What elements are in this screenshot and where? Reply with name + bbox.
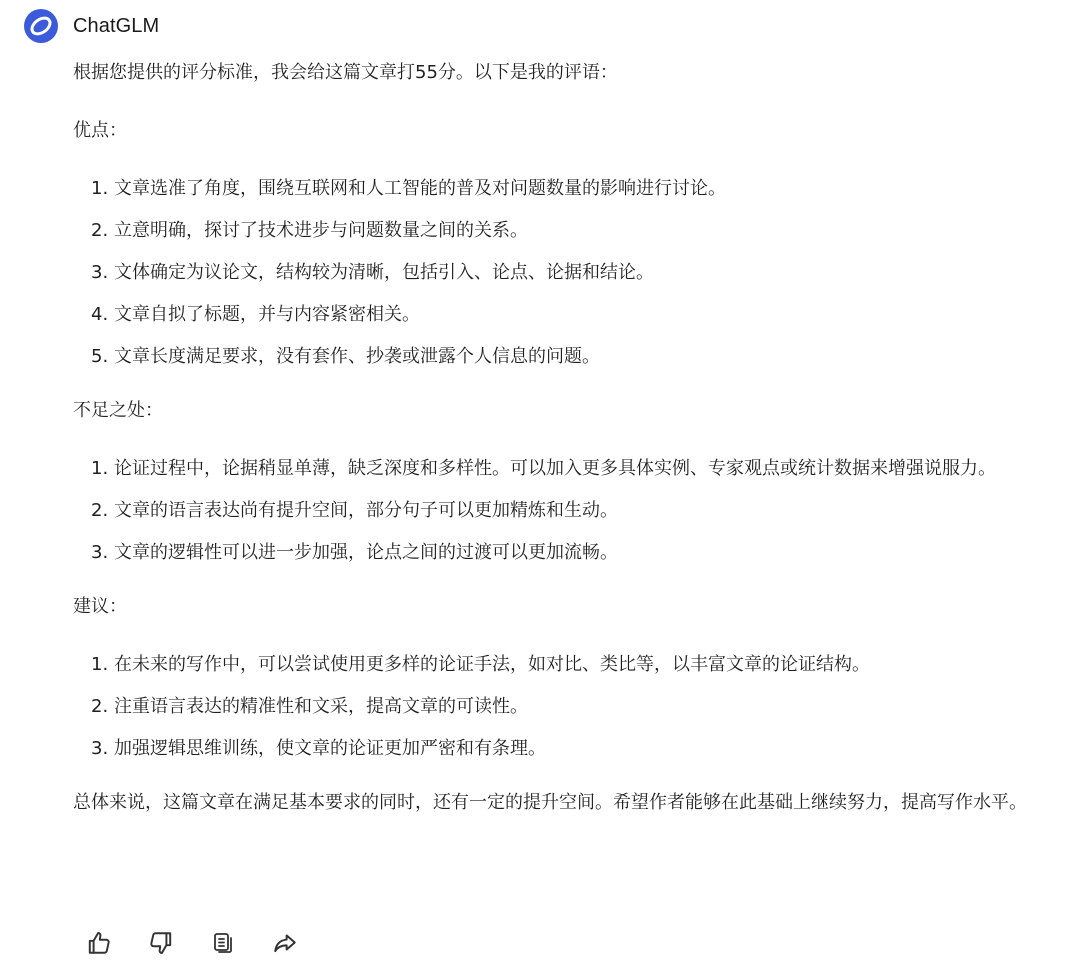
strengths-list — [73, 170, 1068, 376]
conclusion-text: 总体来说，这篇文章在满足基本要求的同时，还有一定的提升空间。希望作者能够在此基础上继续努力，提高写作水平。 — [73, 792, 1027, 813]
weaknesses-heading: 不足之处： — [73, 400, 163, 421]
strengths-heading: 优点： — [73, 120, 127, 141]
thumbs-down-icon[interactable] — [146, 928, 176, 958]
list-item: 2. 注重语言表达的精准性和文采，提高文章的可读性。 — [91, 696, 528, 717]
list-item: 2. 立意明确，探讨了技术进步与问题数量之间的关系。 — [91, 220, 528, 241]
suggestions-list — [73, 646, 1068, 768]
message-body — [73, 54, 1068, 822]
list-item: 5. 文章长度满足要求，没有套作、抄袭或泄露个人信息的问题。 — [91, 346, 600, 367]
intro-text: 根据您提供的评分标准，我会给这篇文章打55分。以下是我的评语： — [73, 62, 618, 83]
chatglm-logo-icon — [24, 9, 58, 43]
copy-icon[interactable] — [208, 928, 238, 958]
weaknesses-list — [73, 450, 1068, 572]
list-item: 1. 在未来的写作中，可以尝试使用更多样的论证手法，如对比、类比等，以丰富文章的论证结构。 — [91, 654, 870, 675]
list-item: 3. 加强逻辑思维训练，使文章的论证更加严密和有条理。 — [91, 738, 546, 759]
thumbs-up-icon[interactable] — [84, 928, 114, 958]
share-icon[interactable] — [270, 928, 300, 958]
chat-message-header — [24, 8, 159, 44]
list-item: 1. 论证过程中，论据稍显单薄，缺乏深度和多样性。可以加入更多具体实例、专家观点或统计数据来增强说服力。 — [91, 458, 996, 479]
list-item: 3. 文章的逻辑性可以进一步加强，论点之间的过渡可以更加流畅。 — [91, 542, 618, 563]
list-item: 3. 文体确定为议论文，结构较为清晰，包括引入、论点、论据和结论。 — [91, 262, 654, 283]
list-item: 2. 文章的语言表达尚有提升空间，部分句子可以更加精炼和生动。 — [91, 500, 618, 521]
list-item: 4. 文章自拟了标题，并与内容紧密相关。 — [91, 304, 420, 325]
suggestions-heading: 建议： — [73, 596, 127, 617]
message-actions — [84, 928, 332, 958]
list-item: 1. 文章选准了角度，围绕互联网和人工智能的普及对问题数量的影响进行讨论。 — [91, 178, 726, 199]
bot-name: ChatGLM — [73, 14, 160, 37]
